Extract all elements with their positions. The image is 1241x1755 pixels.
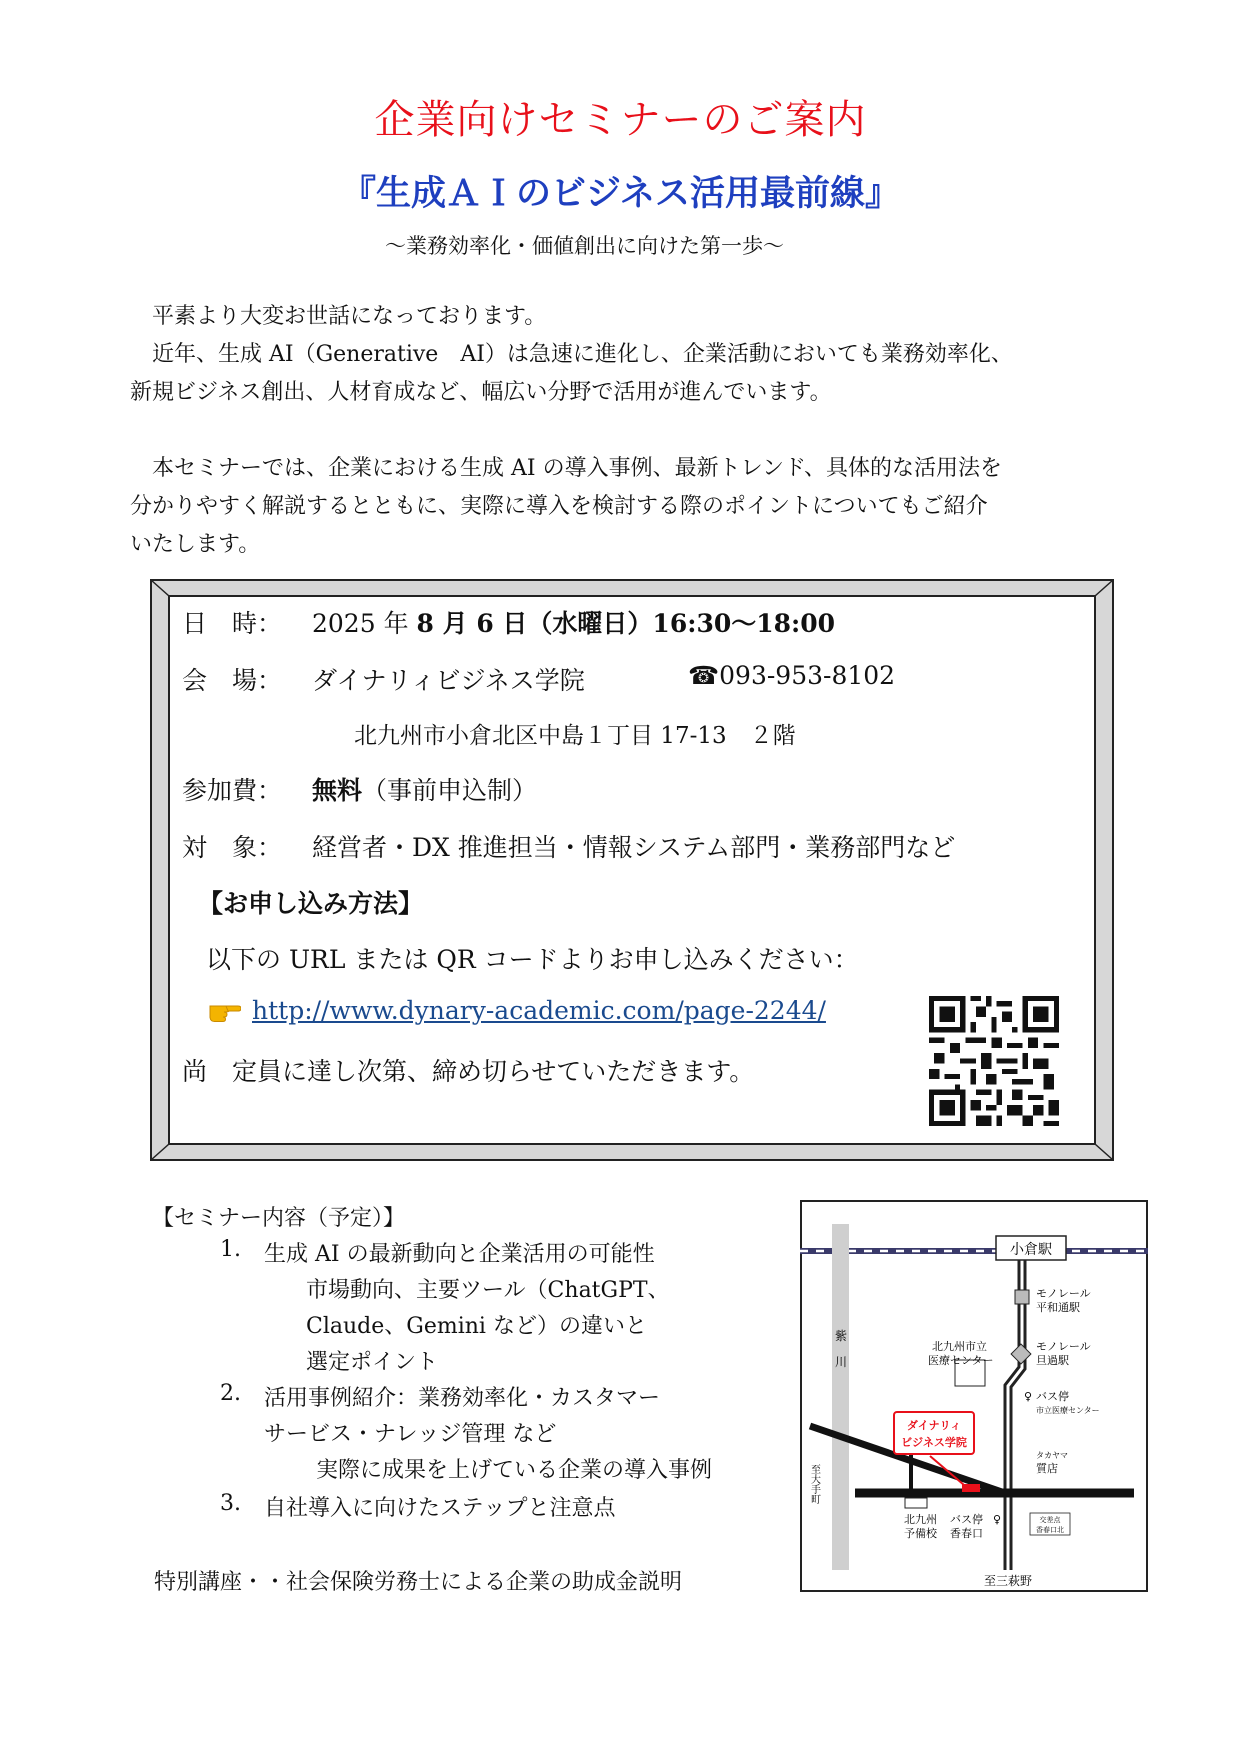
venue-label: 会 場：: [182, 666, 283, 695]
phone-icon: ☎: [688, 661, 720, 690]
map-river-label-2: 川: [835, 1355, 848, 1369]
item-1-sub-2: Claude、Gemini など）の違いと: [306, 1314, 647, 1339]
map-station-label: 小倉駅: [1010, 1242, 1052, 1258]
phone-number: 093-953-8102: [719, 661, 896, 690]
item-1-sub-1: 市場動向、主要ツール（ChatGPT、: [306, 1278, 670, 1303]
item-1-number: 1.: [220, 1237, 241, 1262]
date-year: 2025 年: [312, 609, 409, 638]
map-school-line1: ダイナリィ: [906, 1419, 962, 1432]
map-hospital-line1: 北九州市立: [932, 1340, 987, 1353]
item-2-sub-2: 実際に成果を上げている企業の導入事例: [316, 1458, 713, 1483]
intro-p3-line1: 本セミナーでは、企業における生成 AI の導入事例、最新トレンド、具体的な活用法を: [152, 456, 1003, 481]
date-label: 日 時：: [182, 609, 283, 638]
map-bus-stop-hospital-icon: ♀: [1024, 1390, 1033, 1403]
intro-p2-line2: 新規ビジネス創出、人材育成など、幅広い分野で活用が進んでいます。: [130, 380, 832, 405]
access-map: [800, 1200, 1148, 1592]
map-hospital-line2: 医療センター: [928, 1354, 994, 1367]
map-monorail1-line2: 平和通駅: [1036, 1301, 1080, 1314]
intro-text: [130, 298, 1120, 564]
map-school-line2: ビジネス学院: [901, 1436, 967, 1449]
item-3-title: 自社導入に向けたステップと注意点: [264, 1496, 616, 1521]
map-bus-stop2-line1: バス停: [950, 1513, 983, 1526]
page-title: 企業向けセミナーのご案内: [374, 97, 867, 143]
registration-link[interactable]: http://www.dynary-academic.com/page-2244/: [252, 996, 826, 1025]
fee-value: 無料: [312, 776, 363, 805]
item-1-title: 生成 AI の最新動向と企業活用の可能性: [264, 1242, 655, 1267]
intro-p3-line3: いたします。: [130, 532, 261, 557]
fee-note: （事前申込制）: [362, 776, 538, 805]
map-bus-stop-kawaraguchi-icon: ♀: [993, 1513, 1002, 1526]
intro-greeting: 平素より大変お世話になっております。: [152, 304, 547, 329]
map-takayama-line2: 質店: [1036, 1462, 1058, 1475]
target-label: 対 象：: [182, 833, 283, 862]
special-lecture: 特別講座・・社会保険労務士による企業の助成金説明: [154, 1570, 683, 1595]
map-monorail2-line2: 旦過駅: [1036, 1354, 1069, 1367]
map-bus-stop1-line2: 市立医療センター: [1036, 1406, 1100, 1415]
map-river-label-1: 紫: [835, 1329, 848, 1343]
venue-address: 北九州市小倉北区中島１丁目 17-13 ２階: [354, 723, 796, 749]
pointing-hand-icon: [207, 996, 241, 1030]
map-takayama-line1: タカヤマ: [1036, 1451, 1068, 1460]
item-2-sub-1: サービス・ナレッジ管理 など: [264, 1422, 557, 1447]
item-2-number: 2.: [220, 1381, 241, 1406]
map-intersection-line1: 交差点: [1039, 1516, 1061, 1524]
map-prep-line2: 予備校: [904, 1527, 937, 1540]
venue-name: ダイナリィビジネス学院: [312, 666, 585, 695]
contents-heading: 【セミナー内容（予定）】: [152, 1206, 406, 1231]
intro-p2-line1: 近年、生成 AI（Generative AI）は急速に進化し、企業活動においても業務効率化、: [152, 342, 1013, 367]
seminar-subtitle: 『生成ＡＩのビジネス活用最前線』: [341, 174, 900, 214]
venue-phone: [688, 661, 895, 690]
item-1-sub-3: 選定ポイント: [306, 1350, 439, 1375]
capacity-note: 尚 定員に達し次第、締め切らせていただきます。: [182, 1057, 755, 1086]
fee-label: 参加費：: [182, 776, 283, 805]
seminar-tagline: ～業務効率化・価値創出に向けた第一歩～: [385, 234, 784, 258]
item-3-number: 3.: [220, 1491, 241, 1516]
map-intersection-line2: 香春口北: [1036, 1526, 1064, 1534]
map-monorail2-line1: モノレール: [1036, 1340, 1091, 1353]
map-prep-line1: 北九州: [904, 1513, 937, 1526]
target-value: 経営者・DX 推進担当・情報システム部門・業務部門など: [312, 833, 956, 862]
apply-heading: 【お申し込み方法】: [198, 889, 424, 918]
item-2-title: 活用事例紹介：業務効率化・カスタマー: [264, 1386, 661, 1411]
map-bus-stop1-line1: バス停: [1036, 1390, 1069, 1403]
qr-code-image: [929, 996, 1059, 1126]
map-bus-stop2-line2: 香春口: [950, 1527, 983, 1540]
map-monorail1-line1: モノレール: [1036, 1287, 1091, 1300]
date-value: 8 月 6 日（水曜日）16:30～18:00: [416, 609, 836, 638]
map-to-hagino: 至三萩野: [983, 1574, 1033, 1588]
fee-row: [312, 771, 537, 807]
date-row: [312, 604, 835, 640]
intro-p3-line2: 分かりやすく解説するとともに、実際に導入を検討する際のポイントについてもご紹介: [130, 494, 988, 519]
map-to-otemachi: 至大手町: [808, 1464, 820, 1504]
apply-instructions: 以下の URL または QR コードよりお申し込みください：: [206, 945, 859, 974]
